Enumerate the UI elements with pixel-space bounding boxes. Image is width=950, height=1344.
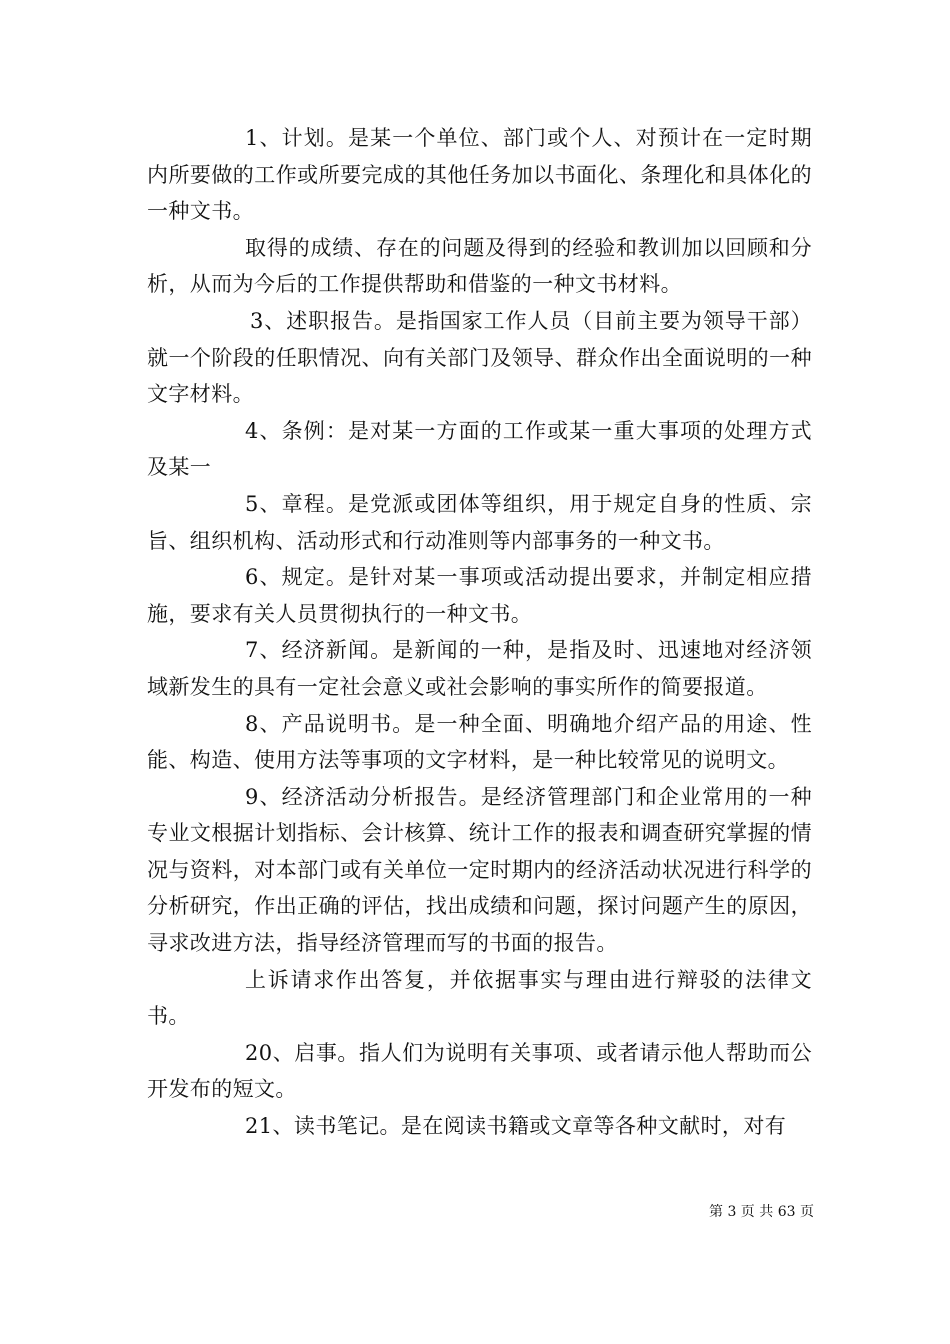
paragraph-summary-fragment: 取得的成绩、存在的问题及得到的经验和教训加以回顾和分析，从而为今后的工作提供帮助和借鉴的一种文书材料。 bbox=[147, 235, 812, 297]
document-body bbox=[147, 120, 812, 1145]
paragraph-6-provisions: 6、规定。是针对某一事项或活动提出要求，并制定相应措施，要求有关人员贯彻执行的一种文书。 bbox=[147, 565, 812, 626]
paragraph-9-economic-analysis: 9、经济活动分析报告。是经济管理部门和企业常用的一种专业文根据计划指标、会计核算、统计工作的报表和调查研究掌握的情况与资料，对本部门或有关单位一定时期内的经济活动状况进行科学的分析研究，作出正确的评估，找出成绩和问题，探讨问题产生的原因，寻求改进方法，指导经济管理而写的书面的报告。 bbox=[147, 784, 812, 956]
paragraph-8-product-manual: 8、产品说明书。是一种全面、明确地介绍产品的用途、性能、构造、使用方法等事项的文字材料，是一种比较常见的说明文。 bbox=[147, 711, 812, 773]
paragraph-21-reading-notes: 21、读书笔记。是在阅读书籍或文章等各种文献时，对有 bbox=[245, 1114, 787, 1139]
paragraph-7-economic-news: 7、经济新闻。是新闻的一种，是指及时、迅速地对经济领域新发生的具有一定社会意义或社会影响的事实所作的简要报道。 bbox=[147, 638, 812, 699]
paragraph-4-regulations: 4、条例：是对某一方面的工作或某一重大事项的处理方式及某一 bbox=[147, 418, 812, 480]
paragraph-1-plan: 1、计划。是某一个单位、部门或个人、对预计在一定时期内所要做的工作或所要完成的其他任务加以书面化、条理化和具体化的一种文书。 bbox=[147, 126, 812, 224]
paragraph-3-work-report: 3、述职报告。是指国家工作人员（目前主要为领导干部）就一个阶段的任职情况、向有关部门及领导、群众作出全面说明的一种文字材料。 bbox=[147, 308, 812, 407]
page-number-footer: 第 3 页 共 63 页 bbox=[709, 1204, 814, 1220]
paragraph-20-notice: 20、启事。指人们为说明有关事项、或者请示他人帮助而公开发布的短文。 bbox=[147, 1040, 812, 1102]
paragraph-appeal-fragment: 上诉请求作出答复，并依据事实与理由进行辩驳的法律文书。 bbox=[147, 967, 812, 1029]
paragraph-5-charter: 5、章程。是党派或团体等组织，用于规定自身的性质、宗旨、组织机构、活动形式和行动准则等内部事务的一种文书。 bbox=[147, 491, 812, 553]
